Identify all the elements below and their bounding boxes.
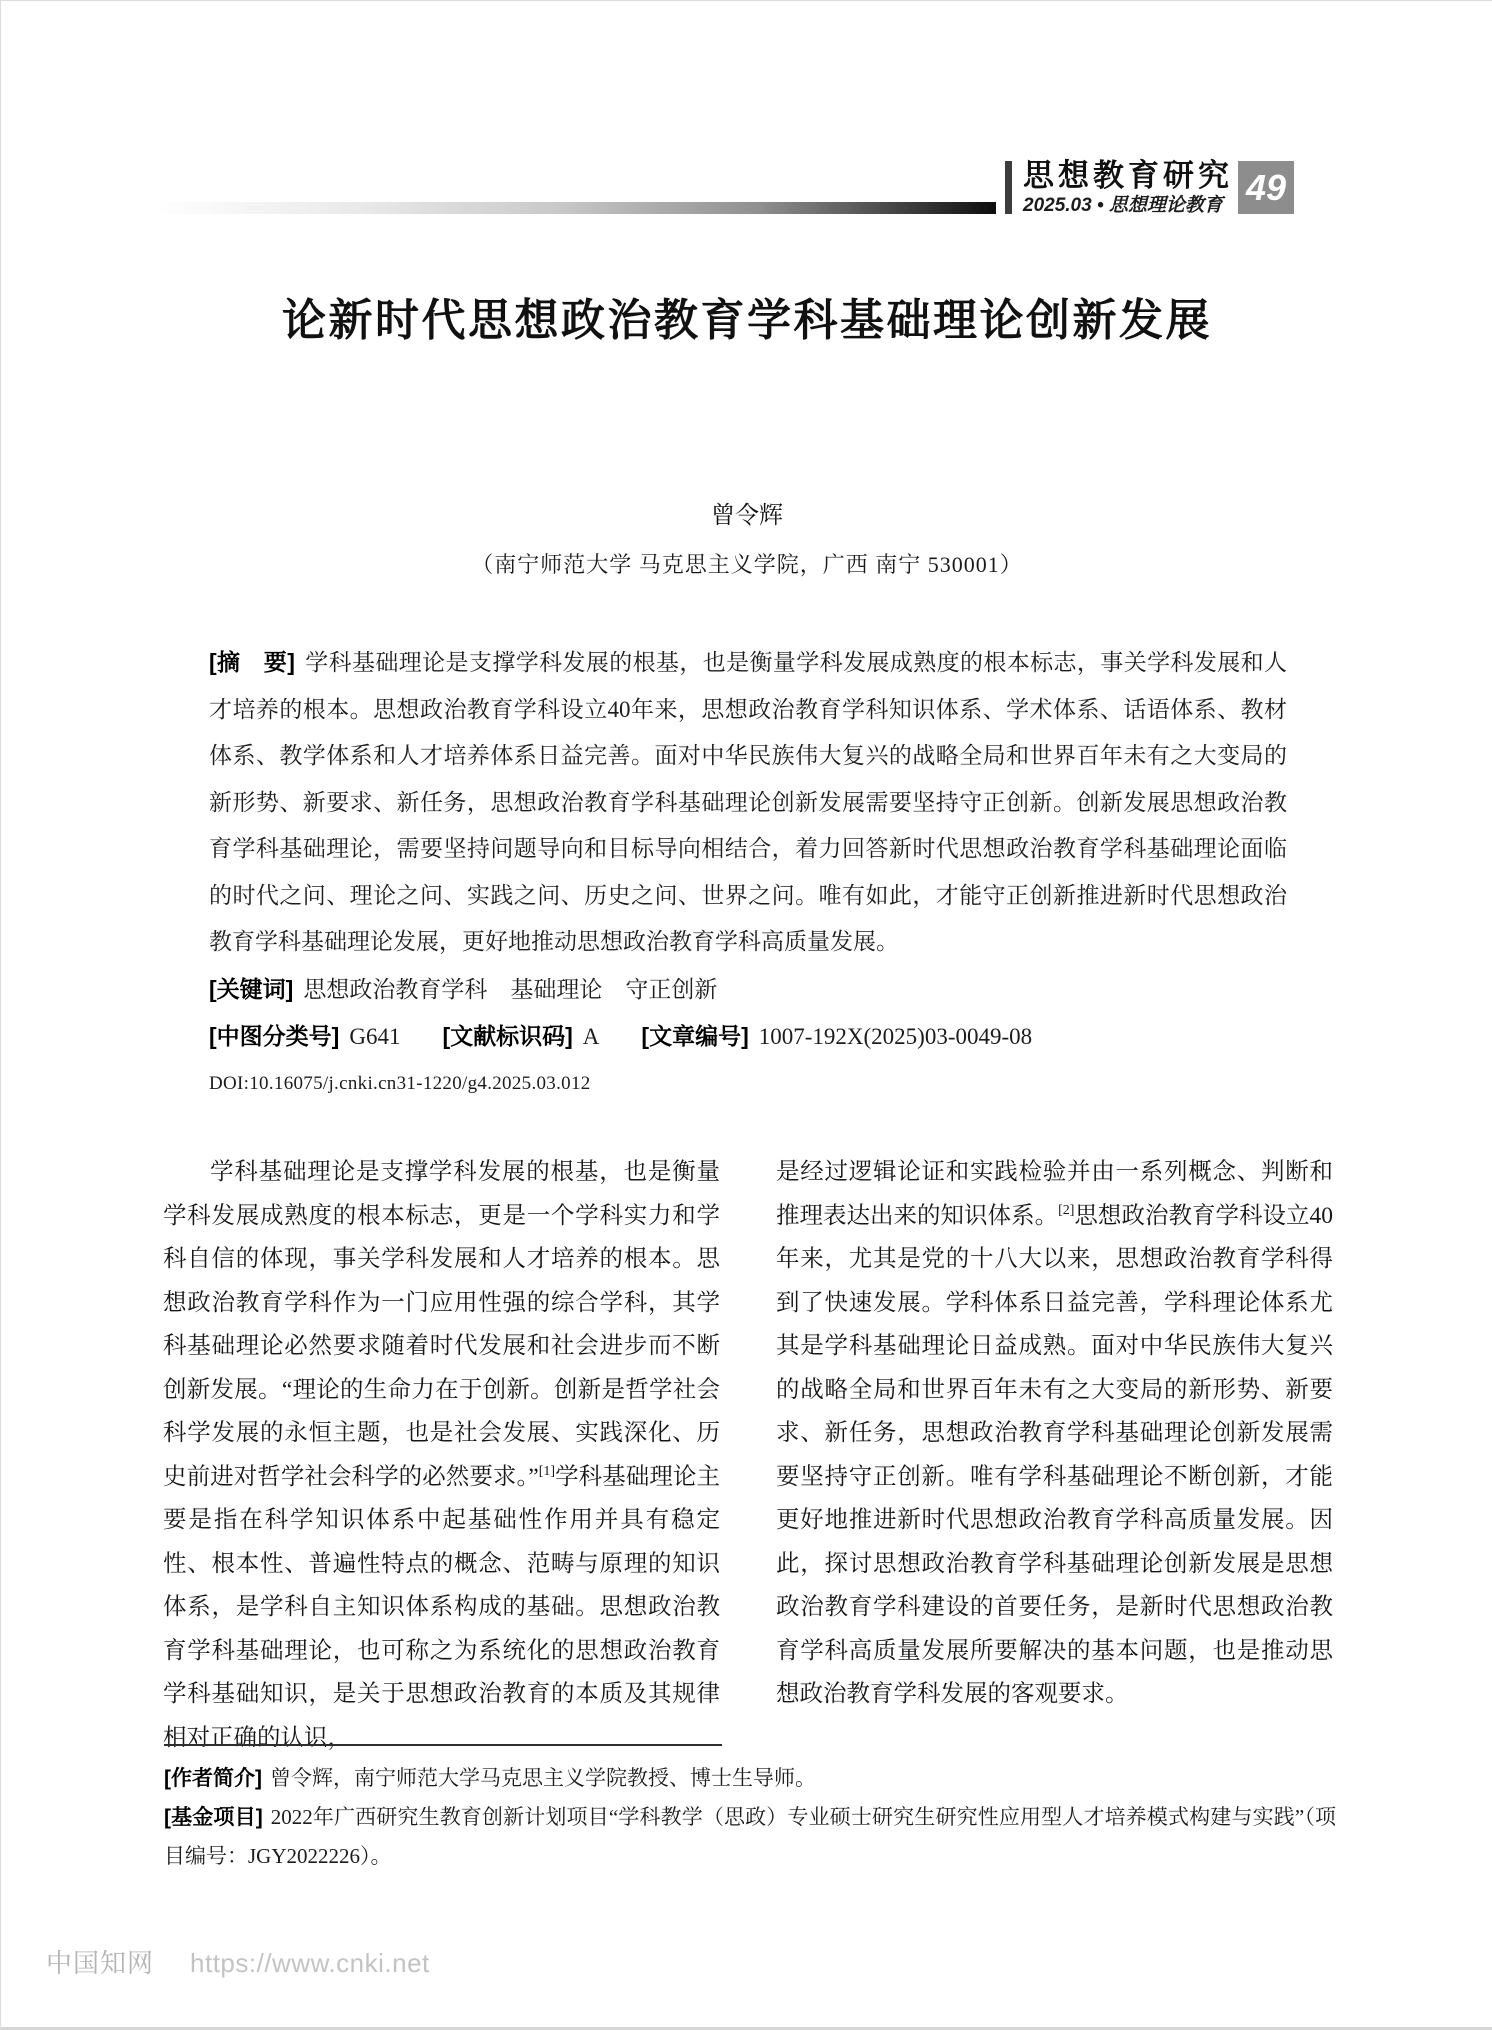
reference-superscript-1: [1] (538, 1463, 556, 1479)
cnki-watermark (46, 1943, 430, 1980)
issue-info: 2025.03 • 思想理论教育 (1023, 195, 1223, 216)
header-divider (1005, 161, 1012, 214)
body-column-left (163, 1151, 720, 1760)
clc-value: G641 (349, 1024, 401, 1049)
footnotes-block (164, 1759, 1336, 1875)
abstract-text: 学科基础理论是支撑学科发展的根基，也是衡量学科发展成熟度的根本标志，事关学科发展和人才培养的根本。思想政治教育学科设立40年来，思想政治教育学科知识体系、学术体系、话语体系、教材体系、教学体系和人才培养体系日益完善。面对中华民族伟大复兴的战略全局和世界百年未有之大变局的新形势、新要求、新任务，思想政治教育学科基础理论创新发展需要坚持守正创新。创新发展思想政治教育学科基础理论，需要坚持问题导向和目标导向相结合，着力回答新时代思想政治教育学科基础理论面临的时代之问、理论之问、实践之问、历史之问、世界之问。唯有如此，才能守正创新推进新时代思想政治教育学科基础理论发展，更好地推动思想政治教育学科高质量发展。 (209, 650, 1287, 954)
body-columns (163, 1151, 1333, 1760)
keywords-text: 思想政治教育学科 基础理论 守正创新 (303, 976, 718, 1002)
author-bio-text: 曾令辉，南宁师范大学马克思主义学院教授、博士生导师。 (270, 1766, 816, 1790)
classification-line (209, 1013, 1287, 1061)
author-bio-line (164, 1759, 1336, 1798)
article-id-label: [文章编号] (641, 1023, 749, 1049)
fund-text: 2022年广西研究生教育创新计划项目“学科教学（思政）专业硕士研究生研究性应用型人才培养模式构建与实践”（项目编号：JGY2022226）。 (164, 1805, 1336, 1868)
abstract-label: [摘 要] (209, 649, 295, 675)
reference-superscript-2: [2] (1058, 1202, 1075, 1218)
author-affiliation: （南宁师范大学 马克思主义学院，广西 南宁 530001） (471, 552, 1023, 577)
footnote-divider (164, 1744, 722, 1746)
header-gradient-bar (151, 202, 996, 214)
fund-label: [基金项目] (164, 1806, 263, 1829)
body-text: 是经过逻辑论证和实践检验并由一系列概念、判断和推理表达出来的知识体系。 (776, 1159, 1333, 1229)
cnki-url: https://www.cnki.net (190, 1948, 430, 1978)
doc-code-value: A (582, 1024, 600, 1049)
body-paragraph-right (776, 1151, 1333, 1717)
doi-text: DOI:10.16075/j.cnki.cn31-1220/g4.2025.03.012 (209, 1072, 591, 1094)
body-column-right (776, 1151, 1333, 1760)
page-number-badge: 49 (1238, 161, 1294, 214)
body-paragraph-left (163, 1151, 720, 1760)
body-text: 学科基础理论主要是指在科学知识体系中起基础性作用并具有稳定性、根本性、普遍性特点的概念、范畴与原理的知识体系，是学科自主知识体系构成的基础。思想政治教育学科基础理论，也可称之为系统化的思想政治教育学科基础知识，是关于思想政治教育的本质及其规律相对正确的认识， (163, 1463, 720, 1751)
article-meta-block (209, 639, 1287, 1107)
keywords-line (209, 966, 1287, 1014)
abstract-paragraph (209, 639, 1287, 966)
article-id-value: 1007-192X(2025)03-0049-08 (758, 1024, 1033, 1049)
author-bio-label: [作者简介] (164, 1767, 262, 1790)
keywords-label: [关键词] (209, 975, 294, 1002)
article-title: 论新时代思想政治教育学科基础理论创新发展 (282, 296, 1212, 345)
fund-line (164, 1798, 1336, 1875)
cnki-brand: 中国知网 (46, 1948, 155, 1978)
body-text: 学科基础理论是支撑学科发展的根基，也是衡量学科发展成熟度的根本标志，更是一个学科实力和学科自信的体现，事关学科发展和人才培养的根本。思想政治教育学科作为一门应用性强的综合学科，其学科基础理论必然要求随着时代发展和社会进步而不断创新发展。“理论的生命力在于创新。创新是哲学社会科学发展的永恒主题，也是社会发展、实践深化、历史前进对哲学社会科学的必然要求。” (163, 1159, 720, 1490)
body-text: 思想政治教育学科设立40年来，尤其是党的十八大以来，思想政治教育学科得到了快速发展。学科体系日益完善，学科理论体系尤其是学科基础理论日益成熟。面对中华民族伟大复兴的战略全局和世界百年未有之大变局的新形势、新要求、新任务，思想政治教育学科基础理论创新发展需要坚持守正创新。唯有学科基础理论不断创新，才能更好地推进新时代思想政治教育学科高质量发展。因此，探讨思想政治教育学科基础理论创新发展是思想政治教育学科建设的首要任务，是新时代思想政治教育学科高质量发展所要解决的基本问题，也是推动思想政治教育学科发展的客观要求。 (776, 1202, 1334, 1707)
author-name: 曾令辉 (711, 503, 783, 529)
journal-title: 思想教育研究 (1023, 158, 1233, 193)
clc-label: [中图分类号] (209, 1023, 340, 1049)
doc-code-label: [文献标识码] (442, 1023, 573, 1049)
